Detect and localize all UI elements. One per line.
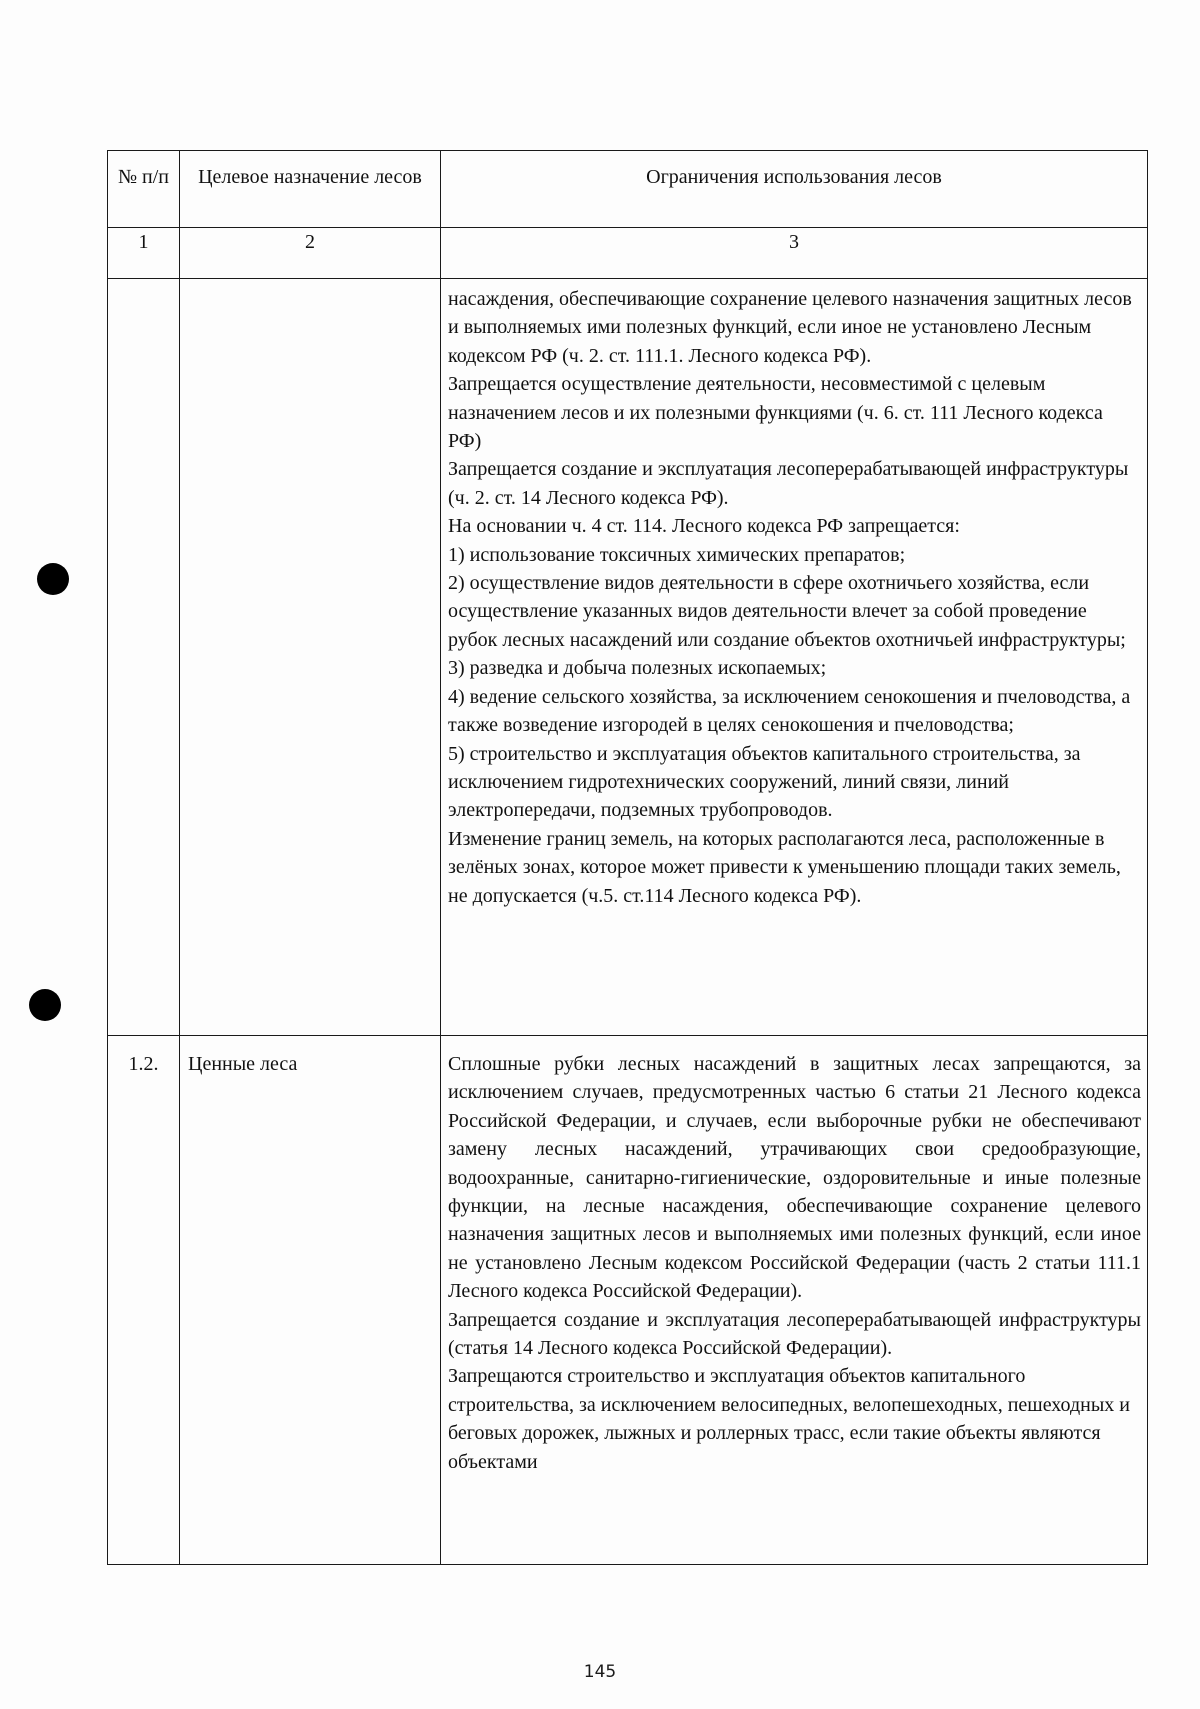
row-restrictions-cell [441,1036,1148,1565]
restriction-paragraph: насаждения, обеспечивающие сохранение целевого назначения защитных лесов и выполняемых ими полезных функций, если иное не установлено Лесным кодексом РФ (ч. 2. ст. 111.1. Лесного кодекса РФ). [448,288,1132,367]
forest-restrictions-table [107,150,1148,1565]
restriction-paragraph: 3) разведка и добыча полезных ископаемых; [448,657,827,680]
restriction-paragraph: 2) осуществление видов деятельности в сфере охотничьего хозяйства, если осуществление указанных видов деятельности влечет за собой проведение рубок лесных насаждений или создание объектов охотничьей инфраструктуры; [448,572,1126,651]
restriction-paragraph: Изменение границ земель, на которых располагаются леса, расположенные в зелёных зонах, которое может привести к уменьшению площади таких земель, не допускается (ч.5. ст.114 Лесного кодекса РФ). [448,827,1121,907]
restriction-paragraph: Запрещается создание и эксплуатация лесоперерабатывающей инфраструктуры (статья 14 Лесного кодекса Российской Федерации). [448,1308,1141,1360]
page-number: 145 [583,1662,617,1682]
restriction-paragraph: Запрещаются строительство и эксплуатация объектов капитального строительства, за исключением велосипедных, велопешеходных, пешеходных и беговых дорожек, лыжных и роллерных трасс, если такие объекты являются объектами [448,1365,1130,1473]
column-number-3: 3 [441,228,1148,279]
table-header-row [108,151,1148,228]
restriction-paragraph: Запрещается создание и эксплуатация лесоперерабатывающей инфраструктуры (ч. 2. ст. 14 Лесного кодекса РФ). [448,458,1129,509]
column-number-2: 2 [180,228,441,279]
header-number: № п/п [108,151,180,228]
header-purpose: Целевое назначение лесов [180,151,441,228]
table-row-1-2 [108,1036,1148,1565]
row-restrictions-cell [441,279,1148,1036]
restriction-paragraph: 5) строительство и эксплуатация объектов капитального строительства, за исключением гидротехнических сооружений, линий связи, линий электропередачи, подземных трубопроводов. [448,742,1081,822]
restriction-paragraph: 4) ведение сельского хозяйства, за исключением сенокошения и пчеловодства, а также возведение изгородей в целях сенокошения и пчеловодства; [448,685,1131,737]
row-purpose-cell [180,1036,441,1565]
restriction-paragraph: На основании ч. 4 ст. 114. Лесного кодекса РФ запрещается: [448,515,960,538]
restriction-paragraph: Сплошные рубки лесных насаждений в защитных лесах запрещаются, за исключением случаев, предусмотренных частью 6 статьи 21 Лесного кодекса Российской Федерации, и случаев, если выборочные рубки не обеспечивают замену лесных насаждений, утрачивающих свои средообразующие, водоохранные, санитарно-гигиенические, оздоровительные и иные полезные функции, на лесные насаждения, обеспечивающие сохранение целевого назначения защитных лесов и выполняемых ими полезных функций, если иное не установлено Лесным кодексом Российской Федерации (часть 2 статьи 111.1 Лесного кодекса Российской Федерации). [448,1053,1141,1303]
restriction-paragraph: 1) использование токсичных химических препаратов; [448,543,906,566]
restriction-paragraph: Запрещается осуществление деятельности, несовместимой с целевым назначением лесов и их полезными функциями (ч. 6. ст. 111 Лесного кодекса РФ) [448,373,1103,453]
column-number-1: 1 [108,228,180,279]
table-row-continued [108,279,1148,1036]
row-number: 1.2. [128,1053,159,1075]
binder-hole-lower [29,989,61,1021]
header-restrictions: Ограничения использования лесов [441,151,1148,228]
binder-hole-upper [37,563,69,595]
row-purpose-cell-empty [180,279,441,1036]
row-purpose: Ценные леса [188,1053,298,1075]
row-number-cell [108,1036,180,1565]
column-number-row [108,228,1148,279]
row-number-cell-empty [108,279,180,1036]
